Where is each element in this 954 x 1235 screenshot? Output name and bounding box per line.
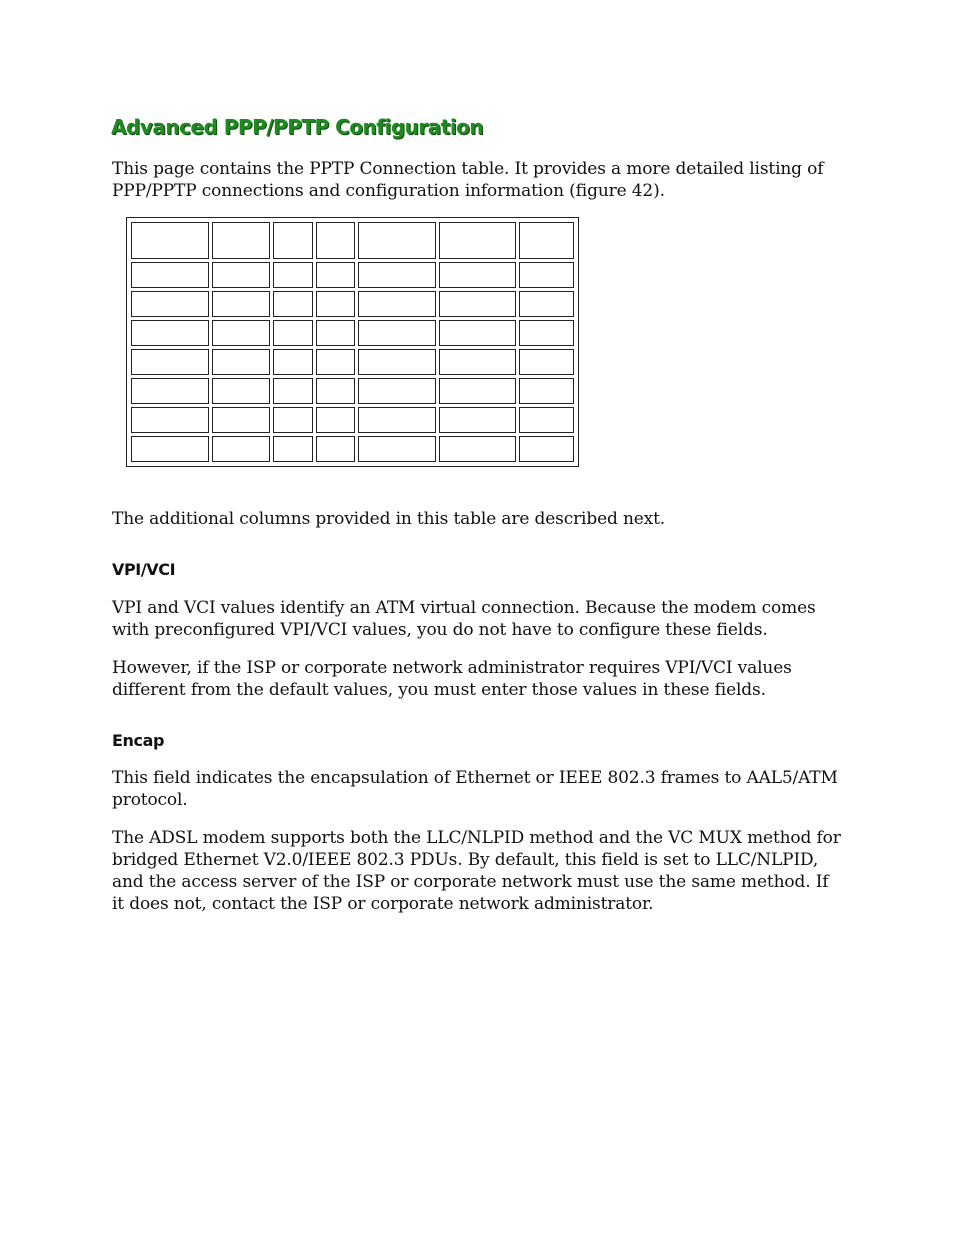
table-cell xyxy=(212,407,270,433)
encap-paragraph-1: This field indicates the encapsulation of Ethernet or IEEE 802.3 frames to AAL5/ATM protocol. xyxy=(112,768,838,810)
table-cell xyxy=(131,222,209,259)
table-cell xyxy=(519,320,574,346)
document-page xyxy=(112,113,842,915)
table-row xyxy=(131,320,574,346)
table-cell xyxy=(439,222,516,259)
intro-paragraph: This page contains the PPTP Connection table. It provides a more detailed listing of PPP/PPTP connections and configuration information (figure 42). xyxy=(112,159,824,201)
table-cell xyxy=(273,378,313,404)
table-row xyxy=(131,349,574,375)
table-cell xyxy=(131,262,209,288)
table-cell xyxy=(273,222,313,259)
page-title: Advanced PPP/PPTP Configuration xyxy=(111,115,484,139)
table-cell xyxy=(131,349,209,375)
table-cell xyxy=(358,222,436,259)
table-cell xyxy=(316,436,355,462)
table-cell xyxy=(439,407,516,433)
table-cell xyxy=(212,291,270,317)
table-cell xyxy=(273,291,313,317)
section-heading-vpi-vci: VPI/VCI xyxy=(112,560,176,579)
table-cell xyxy=(316,349,355,375)
table-cell xyxy=(316,262,355,288)
table-header-row xyxy=(131,222,574,259)
table-cell xyxy=(212,349,270,375)
table-cell xyxy=(519,349,574,375)
table-row xyxy=(131,378,574,404)
table-cell xyxy=(273,262,313,288)
table-cell xyxy=(439,320,516,346)
table-cell xyxy=(316,407,355,433)
figure-table-body xyxy=(131,222,574,462)
table-cell xyxy=(439,378,516,404)
table-cell xyxy=(131,436,209,462)
table-cell xyxy=(316,320,355,346)
table-cell xyxy=(358,262,436,288)
vpi-vci-paragraph-1: VPI and VCI values identify an ATM virtual connection. Because the modem comes with preconfigured VPI/VCI values, you do not have to configure these fields. xyxy=(112,598,816,640)
table-cell xyxy=(439,349,516,375)
table-row xyxy=(131,291,574,317)
table-cell xyxy=(212,320,270,346)
section-heading-encap: Encap xyxy=(112,731,165,750)
table-cell xyxy=(273,407,313,433)
table-cell xyxy=(358,407,436,433)
vpi-vci-paragraph-2: However, if the ISP or corporate network administrator requires VPI/VCI values different from the default values, you must enter those values in these fields. xyxy=(112,658,792,700)
table-cell xyxy=(212,378,270,404)
table-cell xyxy=(519,262,574,288)
table-cell xyxy=(131,378,209,404)
table-followup-paragraph: The additional columns provided in this table are described next. xyxy=(112,509,666,529)
table-cell xyxy=(358,320,436,346)
table-cell xyxy=(439,291,516,317)
table-row xyxy=(131,407,574,433)
table-cell xyxy=(439,262,516,288)
table-cell xyxy=(316,378,355,404)
table-cell xyxy=(316,291,355,317)
table-cell xyxy=(519,222,574,259)
table-cell xyxy=(273,349,313,375)
table-cell xyxy=(519,436,574,462)
table-cell xyxy=(358,436,436,462)
table-cell xyxy=(358,291,436,317)
table-cell xyxy=(519,407,574,433)
table-cell xyxy=(519,291,574,317)
table-cell xyxy=(439,436,516,462)
table-cell xyxy=(316,222,355,259)
table-cell xyxy=(519,378,574,404)
table-cell xyxy=(358,349,436,375)
table-cell xyxy=(273,320,313,346)
table-row xyxy=(131,436,574,462)
table-cell xyxy=(212,222,270,259)
table-cell xyxy=(273,436,313,462)
table-cell xyxy=(131,291,209,317)
table-cell xyxy=(131,407,209,433)
pptp-connection-table-figure xyxy=(126,217,579,467)
encap-paragraph-2: The ADSL modem supports both the LLC/NLPID method and the VC MUX method for bridged Ethernet V2.0/IEEE 802.3 PDUs. By default, this field is set to LLC/NLPID, and the access server of the ISP or corporate network must use the same method. If it does not, contact the ISP or corporate network administrator. xyxy=(112,828,841,914)
table-row xyxy=(131,262,574,288)
table-cell xyxy=(212,262,270,288)
table-cell xyxy=(131,320,209,346)
table-cell xyxy=(358,378,436,404)
table-cell xyxy=(212,436,270,462)
